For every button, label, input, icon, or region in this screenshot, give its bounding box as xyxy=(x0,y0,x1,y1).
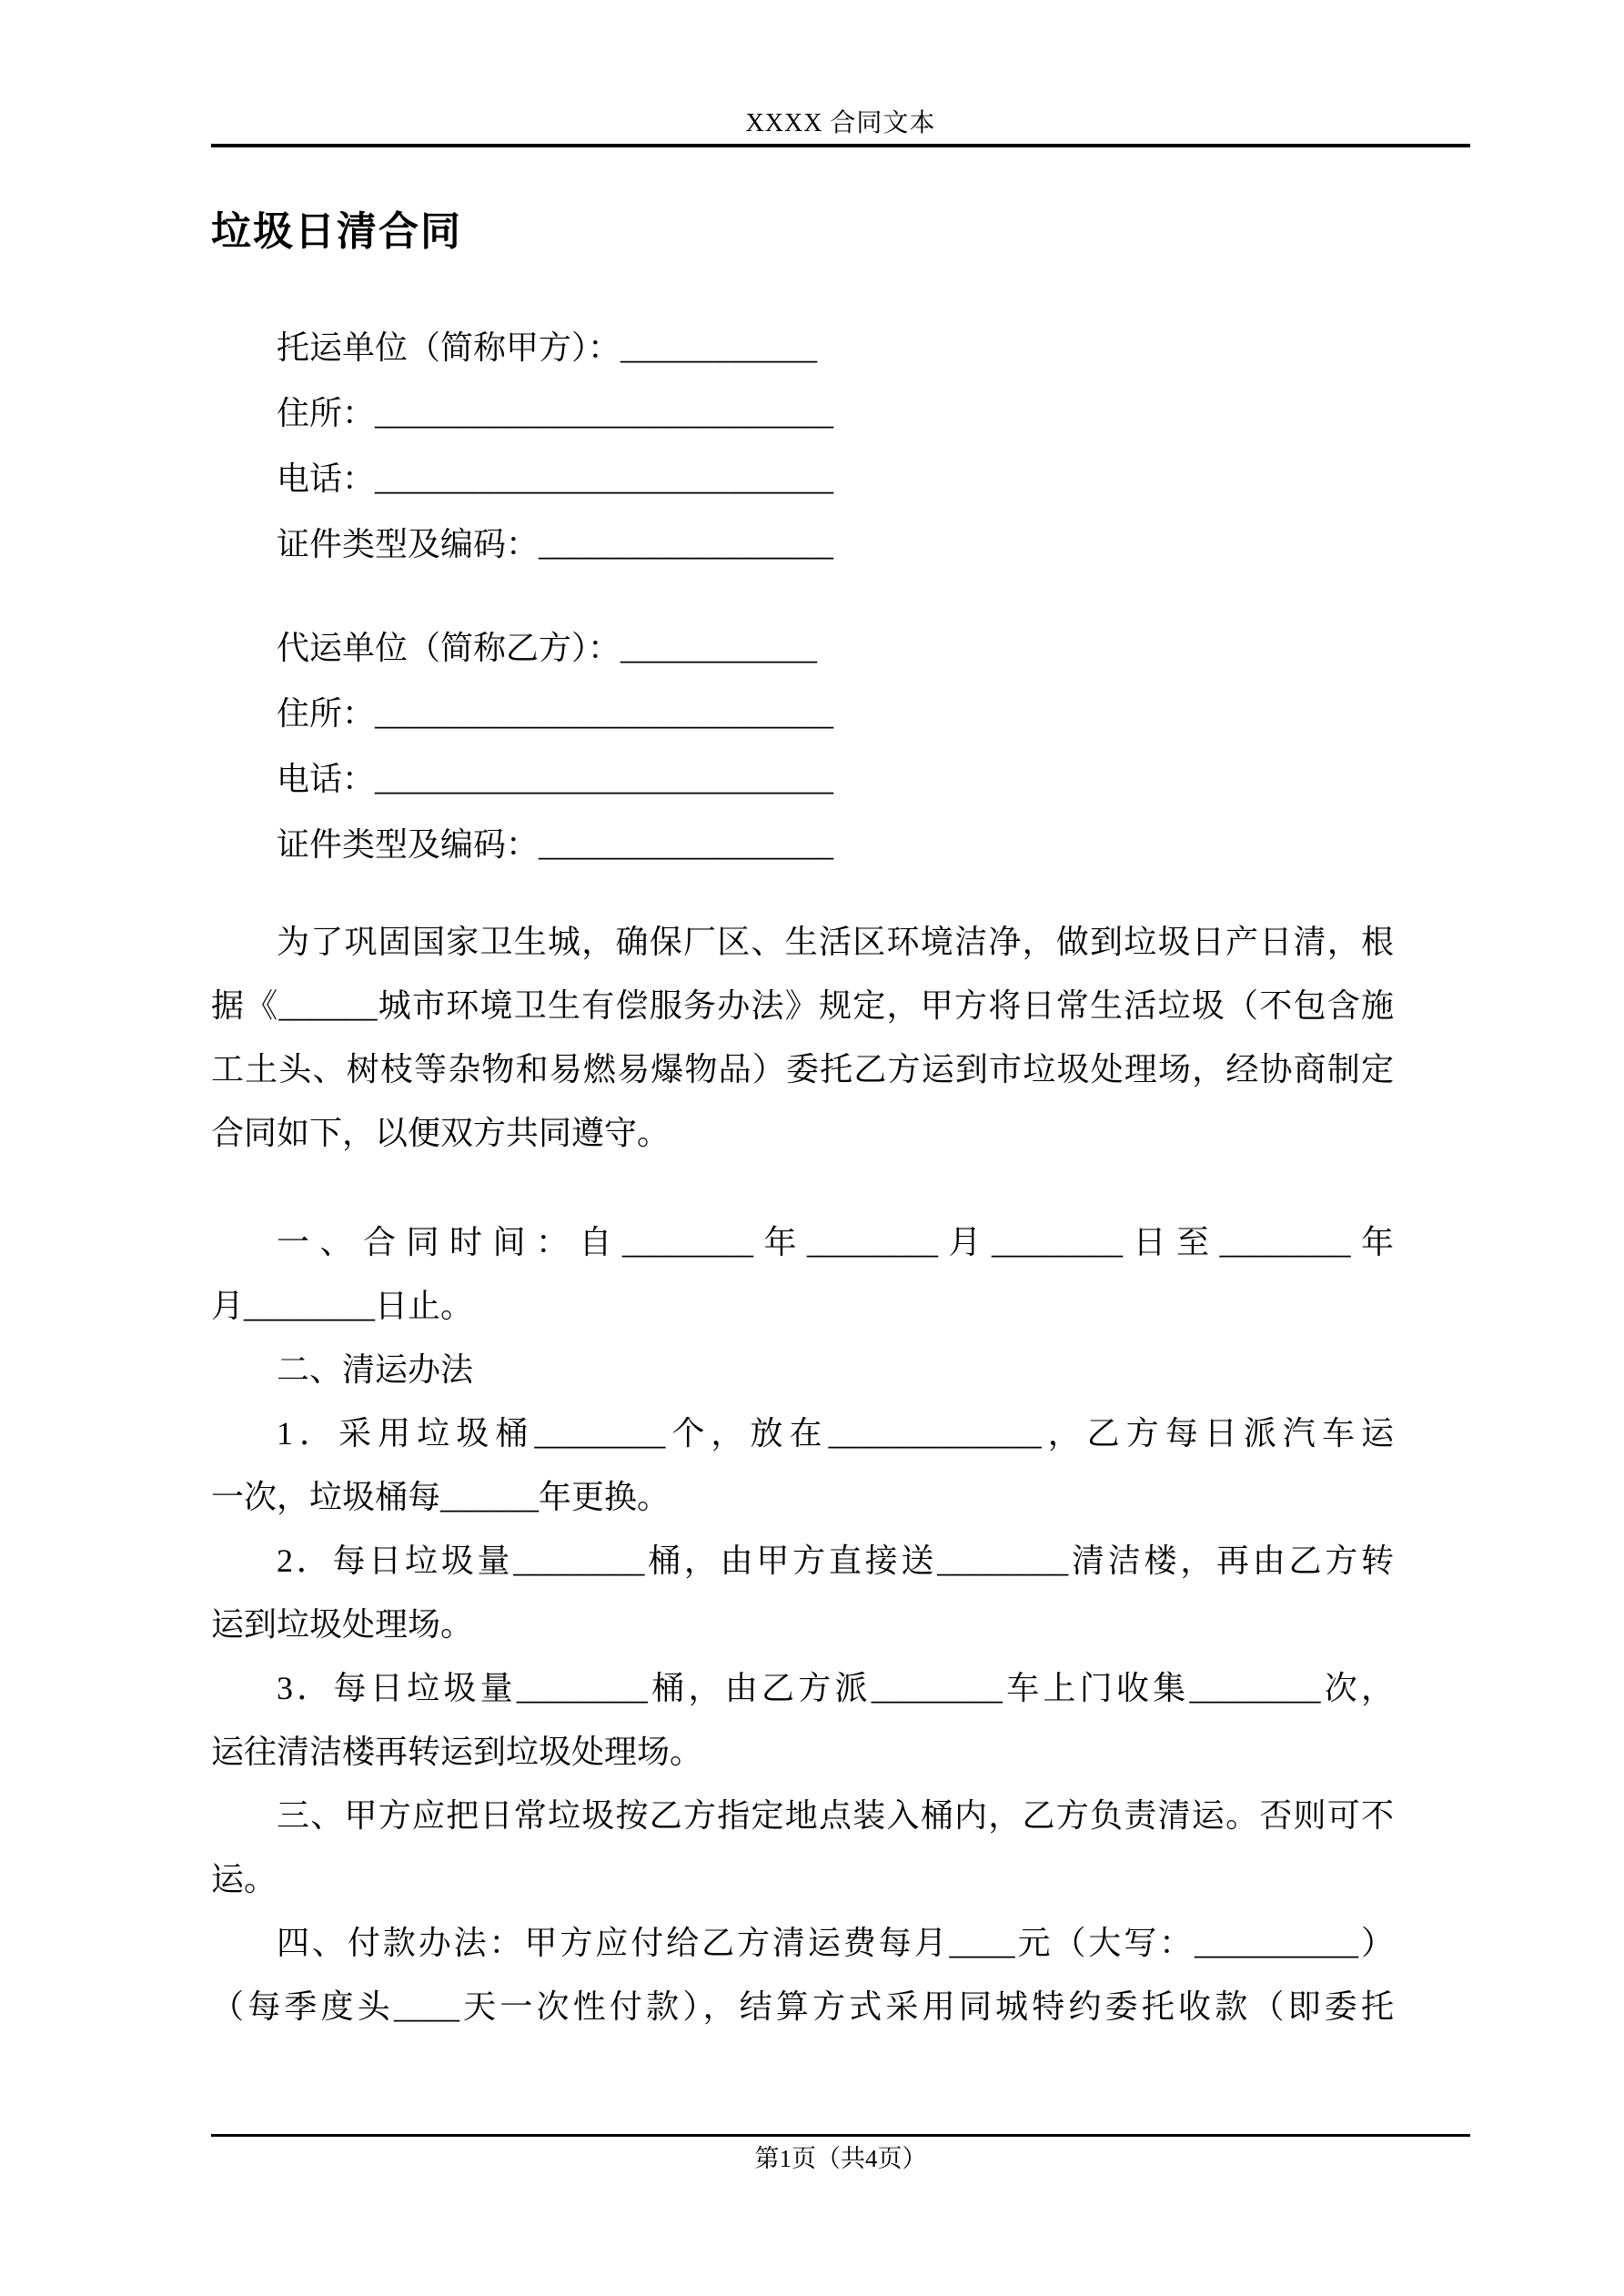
header-rule xyxy=(211,144,1470,147)
party-b-phone-line: 电话：____________________________ xyxy=(277,761,834,797)
party-a-address-line: 住所：____________________________ xyxy=(277,395,834,431)
clause-2-item-2-line: 运到垃圾处理场。 xyxy=(211,1606,474,1643)
preamble-line: 工土头、树枝等杂物和易燃易爆物品）委托乙方运到市垃圾处理场，经协商制定 xyxy=(211,1051,1394,1087)
footer-rule xyxy=(211,2134,1470,2137)
clause-2-item-3-line: 3．每日垃圾量________桶，由乙方派________车上门收集________次， xyxy=(277,1670,1394,1706)
party-a-id-line: 证件类型及编码：__________________ xyxy=(277,526,834,562)
clause-3-line: 三、甲方应把日常垃圾按乙方指定地点装入桶内，乙方负责清运。否则可不 xyxy=(277,1797,1394,1834)
clause-1-time-line: 一、合同时间：自________年________月________日至________年 xyxy=(277,1224,1394,1260)
party-b-unit-line: 代运单位（简称乙方）：____________ xyxy=(277,630,818,666)
clause-4-payment-line: （每季度头____天一次性付款），结算方式采用同城特约委托收款（即委托 xyxy=(211,1988,1394,2025)
party-a-unit-line: 托运单位（简称甲方）：____________ xyxy=(277,329,818,366)
clause-2-item-1-line: 1．采用垃圾桶________个，放在_____________，乙方每日派汽车运 xyxy=(277,1415,1394,1451)
clause-1-time-line: 月________日止。 xyxy=(211,1288,474,1324)
document-header-label: XXXX 合同文本 xyxy=(745,109,936,137)
page-title: 垃圾日清合同 xyxy=(211,209,462,254)
clause-2-heading-line: 二、清运办法 xyxy=(277,1351,474,1388)
clause-3-line: 运。 xyxy=(211,1861,277,1897)
preamble-line: 据《______城市环境卫生有偿服务办法》规定，甲方将日常生活垃圾（不包含施 xyxy=(211,987,1394,1024)
party-b-address-line: 住所：____________________________ xyxy=(277,695,834,732)
preamble-line: 合同如下，以便双方共同遵守。 xyxy=(211,1115,671,1151)
page-number: 第1页（共4页） xyxy=(754,2145,927,2172)
party-a-phone-line: 电话：____________________________ xyxy=(277,460,834,497)
party-b-id-line: 证件类型及编码：__________________ xyxy=(277,826,834,863)
preamble-line: 为了巩固国家卫生城，确保厂区、生活区环境洁净，做到垃圾日产日清，根 xyxy=(277,924,1394,960)
clause-2-item-3-line: 运往清洁楼再转运到垃圾处理场。 xyxy=(211,1734,703,1770)
clause-4-payment-line: 四、付款办法：甲方应付给乙方清运费每月____元（大写：__________） xyxy=(277,1925,1394,1961)
clause-2-item-1-line: 一次，垃圾桶每______年更换。 xyxy=(211,1479,671,1515)
clause-2-item-2-line: 2．每日垃圾量________桶，由甲方直接送________清洁楼，再由乙方转 xyxy=(277,1542,1394,1579)
contract-body xyxy=(211,206,1394,2038)
